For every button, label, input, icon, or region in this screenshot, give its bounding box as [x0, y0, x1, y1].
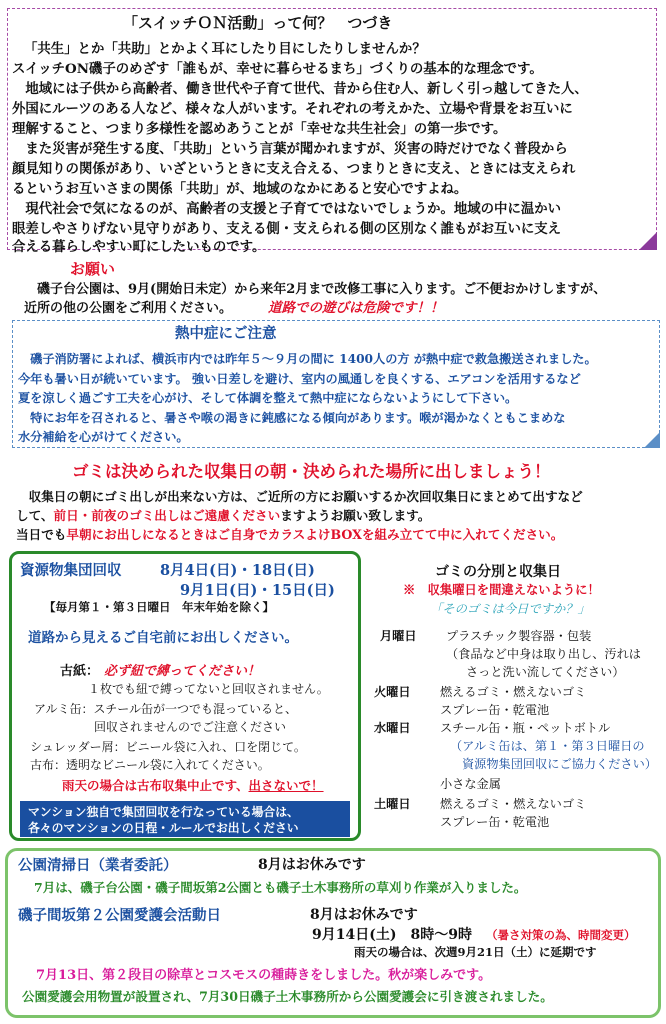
tuesday-item: スプレー缶・乾電池	[440, 703, 550, 717]
wednesday-item: スチール缶・瓶・ペットボトル	[440, 721, 611, 735]
wednesday-item: 小さな金属	[440, 777, 501, 791]
body-line: 水分補給を心がけてください。	[18, 430, 189, 444]
no-prior-night-warning: 前日・前夜のゴミ出しはご遠慮ください	[53, 508, 281, 523]
park-rain-postpone: 雨天の場合は、次週9月21日（土）に延期です	[354, 945, 597, 959]
garbage-heading: ゴミは決められた収集日の朝・決められた場所に出しましょう！	[72, 462, 551, 481]
page-curl-decoration	[644, 432, 660, 448]
monday-note: （食品など中身は取り出し、汚れは	[446, 647, 641, 661]
body-line: 顔見知りの関係があり、いざというときに支え合える、つまりときに支え、ときには支えられ	[12, 161, 576, 177]
apartment-note-line-2: 各々のマンションの日程・ルールでお出しください	[28, 821, 299, 835]
body-line: 磯子消防署によれば、横浜市内では昨年５～９月の間に 1400人の方 が熱中症で救急搬送されました。	[18, 352, 597, 366]
body-line: 夏を涼しく過ごす工夫を心がけ、そして体調を整えて熱中症にならないようにして下さい。	[18, 391, 518, 405]
park-association-date: 9月14日(土) 8時～9時	[312, 927, 472, 943]
switch-on-title: 「スイッチＯＮ活動」って何？ つづき	[123, 14, 393, 32]
wednesday-note: 資源物集団回収にご協力ください）	[462, 757, 657, 771]
paper-tie-warning: 必ず紐で縛ってください！	[104, 664, 261, 679]
park-storage-note: 公園愛護会用物置が設置され、7月30日磯子土木事務所から公園愛護会に引き渡されました。	[22, 989, 553, 1004]
body-line: 「共生」とか「共助」とかよく耳にしたり目にしたりしませんか？	[24, 41, 426, 57]
rain-cloth-cancel	[62, 776, 324, 794]
page-curl-decoration	[639, 232, 657, 250]
body-line: また災害が発生する度、「共助」という言葉が聞かれますが、災害の時だけでなく普段から	[12, 141, 568, 157]
park-cleaning-status: 8月はお休みです	[258, 857, 366, 873]
body-line: 理解すること、つまり多様性を認めあうことが「幸せな共生社会」の第一歩です。	[12, 121, 507, 137]
wednesday-note: （アルミ缶は、第１・第３日曜日の	[450, 739, 645, 753]
do-not-put-out: 出さないで！	[248, 778, 324, 793]
park-cleaning-note: 7月は、磯子台公園・磯子間坂第2公園とも磯子土木事務所の草刈り作業が入りました。	[34, 880, 527, 895]
garbage-line-3	[16, 524, 563, 543]
paper-label: 古紙：	[60, 664, 100, 679]
saturday-item: 燃えるゴミ・燃えないゴミ	[440, 797, 587, 811]
road-play-warning: 道路での遊びは危険です！！	[268, 300, 444, 316]
garbage-line-1: 収集日の朝にゴミ出しが出来ない方は、ご近所の方にお願いするか次回収集日にまとめて出すなど	[16, 489, 583, 504]
recycle-title: 資源物集団回収	[20, 562, 122, 579]
rain-cancel-text: 雨天の場合は古布収集中止です、	[62, 778, 249, 793]
day-monday: 月曜日	[380, 629, 417, 643]
tuesday-item: 燃えるゴミ・燃えないゴミ	[440, 685, 587, 699]
request-heading: お願い	[70, 260, 116, 278]
schedule-title: ゴミの分別と収集日	[435, 564, 561, 580]
day-saturday: 土曜日	[374, 797, 411, 811]
aluminum-can-note: 回収されませんのでご注意ください	[94, 720, 287, 734]
schedule-question: 「そのゴミは今日ですか？」	[430, 602, 590, 616]
day-tuesday: 火曜日	[374, 685, 411, 699]
body-line: 合える暮らしやすい町にしたいものです。	[12, 239, 266, 255]
request-line-2: 近所の他の公園をご利用ください。	[24, 301, 233, 316]
body-line: 地域には子供から高齢者、働き世代や子育て世代、昔から住む人、新しく引っ越してきた人、	[12, 81, 588, 97]
body-line: 今年も暑い日が続いています。 強い日差しを避け、室内の風通しを良くする、エアコンを活用するなど	[18, 372, 581, 386]
aluminum-can-rule: アルミ缶：スチール缶が一つでも混っていると、	[34, 702, 298, 716]
apartment-note	[20, 801, 350, 837]
garbage-line-2	[16, 505, 430, 524]
monday-item: プラスチック製容器・包装	[446, 629, 592, 643]
request-line-1: 磯子台公園は、9月(開始日未定）から来年2月まで改修工事に入ります。ご不便おかけしますが、	[24, 282, 607, 297]
body-line: スイッチON磯子のめざす「誰もが、幸せに暮らせるまち」づくりの基本的な理念です。	[12, 61, 543, 77]
garbage-text: 当日でも	[16, 527, 67, 542]
park-july-note: 7月13日、第２段目の除草とコスモスの種蒔きをしました。秋が楽しみです。	[36, 968, 492, 983]
recycle-dates-september: 9月1日(日)・15日(日)	[180, 582, 335, 599]
park-association-title: 磯子間坂第２公園愛護会活動日	[18, 907, 221, 924]
heatstroke-heading: 熱中症にご注意	[175, 325, 277, 342]
garbage-text: ますようお願い致します。	[280, 508, 431, 523]
recycle-dates-august: 8月4日(日)・18日(日)	[160, 562, 315, 579]
park-cleaning-title: 公園清掃日（業者委託）	[18, 857, 178, 874]
garbage-text: して、	[16, 508, 54, 523]
recycle-rule: 【毎月第１・第３日曜日 年末年始を除く】	[44, 600, 274, 614]
paper-note: １枚でも紐で縛ってないと回収されません。	[88, 682, 329, 696]
roadside-instruction: 道路から見えるご自宅前にお出しください。	[28, 630, 298, 646]
saturday-item: スプレー缶・乾電池	[440, 815, 550, 829]
body-line: 外国にルーツのある人など、様々な人がいます。それぞれの考えかた、立場や背景をお互いに	[12, 101, 573, 117]
day-wednesday: 水曜日	[374, 721, 411, 735]
shredder-rule: シュレッダー屑：ビニール袋に入れ、口を閉じて。	[30, 740, 306, 754]
body-line: 特にお年を召されると、暑さや喉の渇きに鈍感になる傾向があります。喉が渇かなくともこまめな	[18, 411, 566, 425]
body-line: るというお互いさまの関係「共助」が、地域のなかにあると安心ですよね。	[12, 181, 468, 197]
park-time-change: （暑さ対策の為、時間変更）	[486, 928, 636, 942]
monday-note: さっと洗い流してください）	[466, 665, 625, 679]
crow-box-instruction: 早朝にお出しになるときはご自身でカラスよけBOXを組み立てて中に入れてください。	[66, 527, 564, 542]
apartment-note-line-1: マンション独自で集団回収を行なっている場合は、	[28, 805, 299, 819]
body-line: 現代社会で気になるのが、高齢者の支援と子育てではないでしょうか。地域の中に温かい	[12, 201, 562, 217]
schedule-warning: ※ 収集曜日を間違えないように！	[403, 582, 600, 597]
park-association-status: 8月はお休みです	[310, 907, 418, 923]
cloth-rule: 古布：透明なビニール袋に入れてください。	[30, 758, 270, 772]
body-line: 眼差しやさりげない見守りがあり、支える側・支えられる側の区別なく誰もがお互いに支え	[12, 221, 562, 237]
